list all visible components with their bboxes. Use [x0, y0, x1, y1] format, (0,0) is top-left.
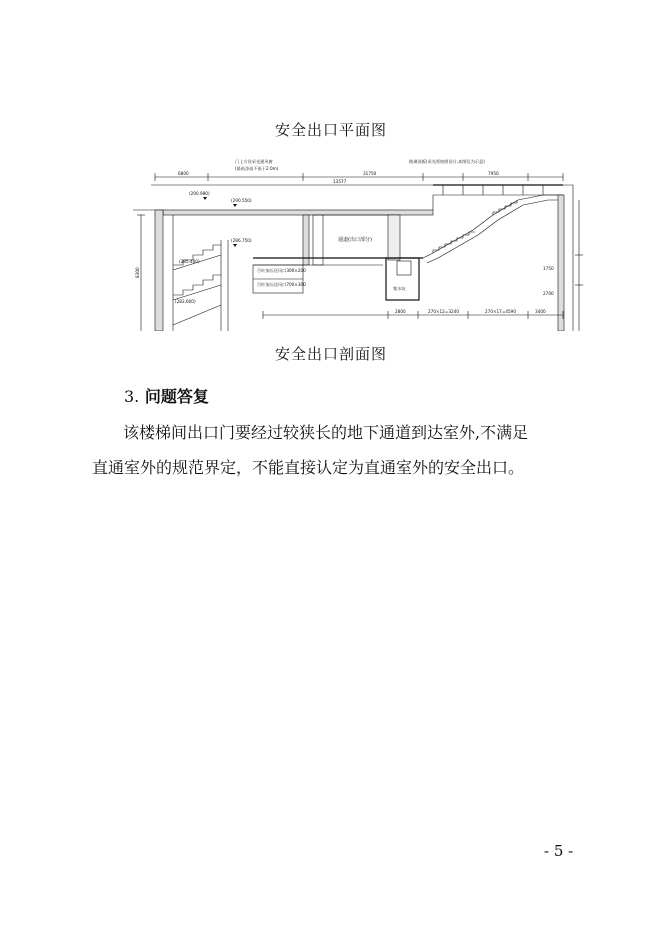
plan-caption: 安全出口平面图	[274, 121, 387, 139]
section-drawing	[133, 155, 585, 331]
dim-right-2: 2700	[543, 291, 554, 296]
page-number: - 5 -	[544, 842, 574, 860]
dim-bottom-4: 3400	[535, 309, 546, 314]
duct-label-1: 百叶加压送风口300×200	[257, 268, 306, 273]
dim-bottom-3: 270×17=4590	[485, 309, 516, 314]
level-4: (285.400)	[179, 259, 200, 264]
dim-top-1: 6800	[178, 171, 189, 176]
level-1: (290.980)	[189, 191, 210, 196]
dim-left: 8300	[135, 267, 140, 278]
dim-right-1: 1750	[543, 266, 554, 271]
level-5: (282.600)	[175, 299, 196, 304]
level-3: (286.750)	[231, 238, 252, 243]
note-top-right: 玻璃顶板(采光须按照设计,本图仅为示意)	[409, 159, 485, 164]
note-top-2: (最低净高不低于2.0m)	[235, 166, 279, 171]
duct-label-2: 百叶加压送风口700×300	[257, 282, 306, 287]
dim-top-2: 13577	[333, 179, 347, 184]
dim-bottom-2: 270×12=3240	[428, 309, 459, 314]
pit-label: 集水坑	[393, 286, 406, 291]
paragraph-line-1: 该楼梯间出口门要经过较狭长的地下通道到达室外,不满足	[123, 423, 529, 442]
section-heading	[124, 384, 209, 407]
section-title: 问题答复	[144, 387, 209, 406]
section-number: 3.	[124, 387, 140, 406]
corridor-label: 通道(出口部分)	[338, 237, 372, 243]
paragraph-line-2: 直通室外的规范界定，不能直接认定为直通室外的安全出口。	[92, 458, 525, 477]
level-2: (290.550)	[231, 198, 252, 203]
note-top-1: 门上方设采光通风窗	[235, 159, 273, 164]
dim-bottom-1: 2800	[395, 309, 406, 314]
section-caption: 安全出口剖面图	[274, 345, 387, 363]
dim-top-3: 31750	[363, 171, 377, 176]
dim-top-4: 7950	[488, 171, 499, 176]
